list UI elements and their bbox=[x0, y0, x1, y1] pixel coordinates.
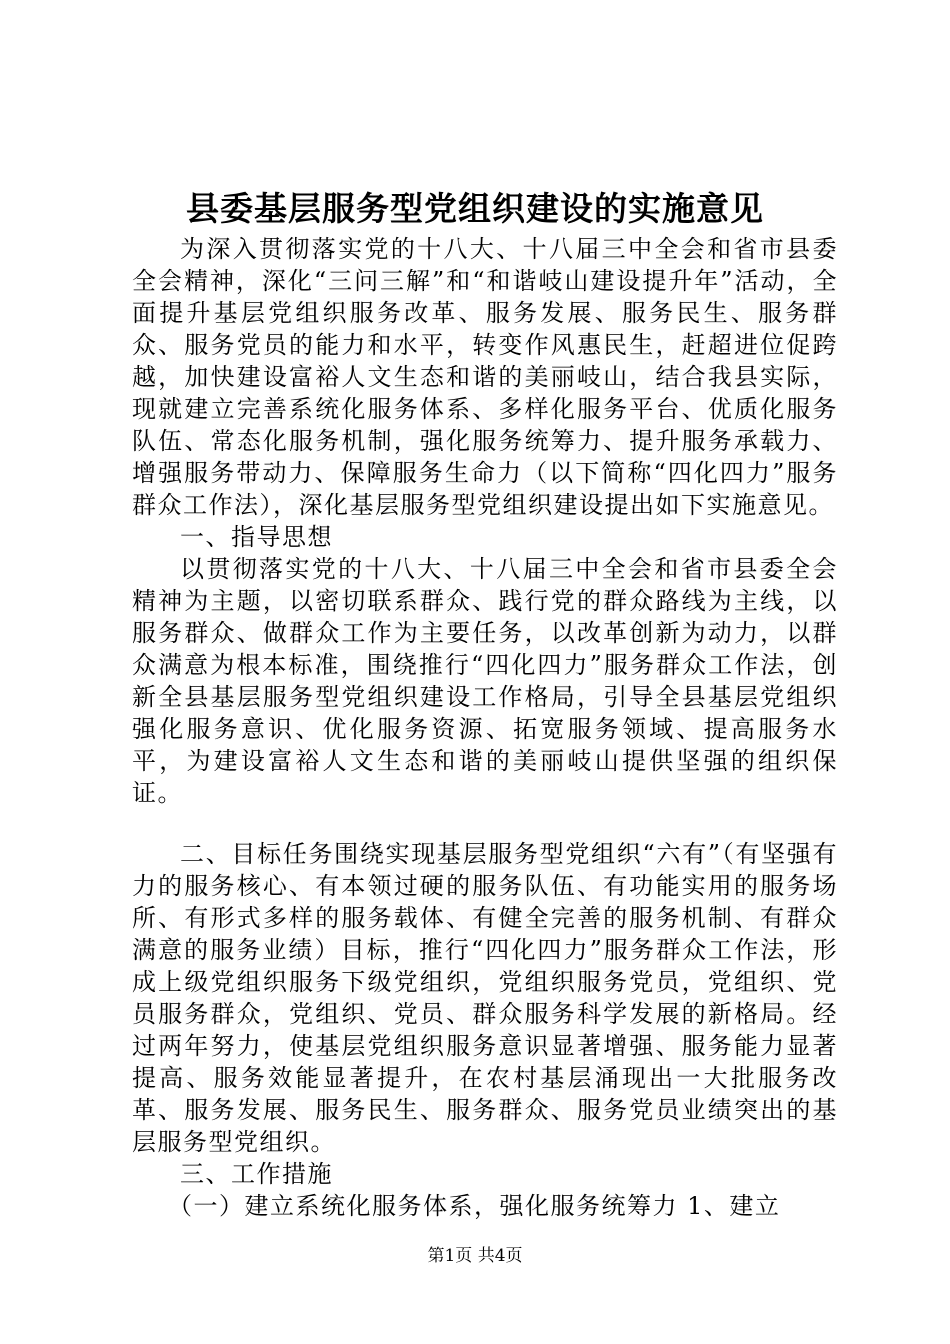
work-measures-item-1: （一）建立系统化服务体系，强化服务统筹力 1、建立 bbox=[168, 1192, 781, 1220]
goals-tasks-paragraph: 二、目标任务围绕实现基层服务型党组织“六有”（有坚强有力的服务核心、有本领过硬的服务队伍、有功能实用的服务场所、有形式多样的服务载体、有健全完善的服务机制、有群众满意的服务业绩）目标，推行“四化四力”服务群众工作法，形成上级党组织服务下级党组织，党组织服务党员，党组织、党员服务群众，党组织、党员、群众服务科学发展的新格局。经过两年努力，使基层党组织服务意识显著增强、服务能力显著提高、服务效能显著提升，在农村基层涌现出一大批服务改革、服务发展、服务民生、服务群众、服务党员业绩突出的基层服务型党组织。 bbox=[132, 840, 838, 1156]
intro-paragraph: 为深入贯彻落实党的十八大、十八届三中全会和省市县委全会精神，深化“三问三解”和“和谐岐山建设提升年”活动，全面提升基层党组织服务改革、服务发展、服务民生、服务群众、服务党员的能力和水平，转变作风惠民生，赶超进位促跨越，加快建设富裕人文生态和谐的美丽岐山，结合我县实际，现就建立完善系统化服务体系、多样化服务平台、优质化服务队伍、常态化服务机制，强化服务统筹力、提升服务承载力、增强服务带动力、保障服务生命力（以下简称“四化四力”服务群众工作法），深化基层服务型党组织建设提出如下实施意见。 bbox=[132, 235, 838, 519]
section-heading-guiding-ideology: 一、指导思想 bbox=[180, 523, 333, 551]
document-body bbox=[132, 233, 838, 1222]
section-heading-work-measures: 三、工作措施 bbox=[180, 1160, 333, 1188]
guiding-ideology-paragraph: 以贯彻落实党的十八大、十八届三中全会和省市县委全会精神为主题，以密切联系群众、践行党的群众路线为主线，以服务群众、做群众工作为主要任务，以改革创新为动力，以群众满意为根本标准，围绕推行“四化四力”服务群众工作法，创新全县基层服务型党组织建设工作格局，引导全县基层党组织强化服务意识、优化服务资源、拓宽服务领域、提高服务水平，为建设富裕人文生态和谐的美丽岐山提供坚强的组织保证。 bbox=[132, 555, 838, 807]
document-title: 县委基层服务型党组织建设的实施意见 bbox=[186, 189, 764, 228]
page-number-footer: 第1页 共4页 bbox=[427, 1246, 523, 1266]
